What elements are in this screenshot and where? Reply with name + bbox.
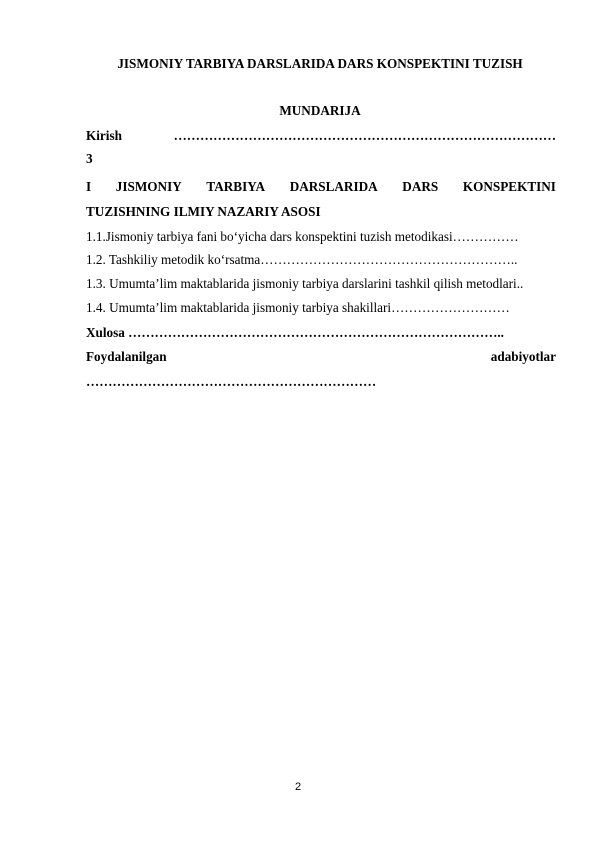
toc-section-1-4: 1.4. Umumta’lim maktablarida jismoniy tarbiya shakillari……………………… <box>86 300 510 315</box>
toc-intro-page: 3 <box>86 151 93 166</box>
toc-references-word2: adabiyotlar <box>490 349 556 364</box>
toc-chapter1-line2: TUZISHNING ILMIY NAZARIY ASOSI <box>86 204 321 219</box>
toc-section-1-2: 1.2. Tashkiliy metodik ko‘rsatma………………………………………………….. <box>86 252 518 267</box>
toc-heading: MUNDARIJA <box>279 103 361 118</box>
toc-chapter1-word: KONSPEKTINI <box>462 179 556 194</box>
toc-chapter1-word: DARS <box>402 179 439 194</box>
document-title: JISMONIY TARBIYA DARSLARIDA DARS KONSPEKTINI TUZISH <box>117 56 523 71</box>
toc-chapter1-word: DARSLARIDA <box>289 179 378 194</box>
toc-references-dots: ………………………………………………………… <box>86 374 377 389</box>
toc-references-word1: Foydalanilgan <box>86 349 167 364</box>
toc-section-1-1: 1.1.Jismoniy tarbiya fani bo‘yicha dars konspektini tuzish metodikasi…………… <box>86 229 519 244</box>
toc-intro-dots: …………………………………………………………………………… <box>173 128 556 143</box>
toc-chapter1-word: TARBIYA <box>206 179 266 194</box>
toc-chapter1-line1 <box>86 179 556 195</box>
toc-chapter1-word: JISMONIY <box>115 179 182 194</box>
toc-intro-label: Kirish <box>86 128 122 143</box>
toc-intro-line <box>86 128 556 144</box>
page-number: 2 <box>294 781 302 793</box>
toc-chapter1-word: I <box>86 179 92 194</box>
toc-conclusion: Xulosa ………………………………………………………………………….. <box>86 325 504 340</box>
toc-references-line <box>86 349 556 365</box>
toc-section-1-3: 1.3. Umumta’lim maktablarida jismoniy tarbiya darslarini tashkil qilish metodlari.. <box>86 276 524 291</box>
